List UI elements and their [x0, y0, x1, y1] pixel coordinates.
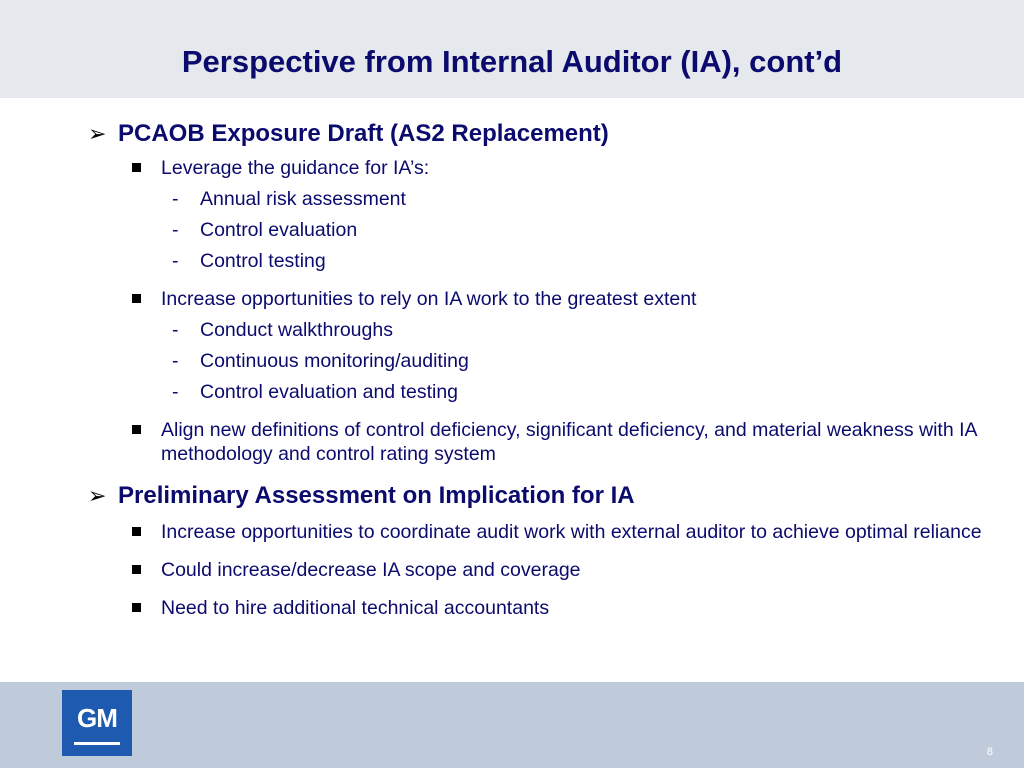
slide-content: [88, 118, 988, 620]
section-heading-text: Preliminary Assessment on Implication for IA: [118, 482, 635, 509]
sub-item: [172, 249, 988, 280]
bullet-text: Increase opportunities to rely on IA work to the greatest extent: [161, 288, 697, 310]
sub-item-text: Control evaluation: [200, 219, 358, 241]
bullet-item: [161, 596, 988, 620]
sub-item-text: Continuous monitoring/auditing: [200, 350, 469, 372]
bullet-item: [161, 558, 988, 582]
dash-bullet-icon: -: [172, 250, 179, 272]
sub-item: [172, 380, 988, 411]
dash-bullet-icon: -: [172, 381, 179, 403]
sub-item: [172, 349, 988, 380]
sub-item-text: Conduct walkthroughs: [200, 319, 393, 341]
footer-band: [0, 682, 1024, 768]
section-heading-text: PCAOB Exposure Draft (AS2 Replacement): [118, 120, 609, 147]
sub-item: [172, 187, 988, 218]
square-bullet-icon: [132, 603, 141, 612]
sub-item-text: Annual risk assessment: [200, 188, 406, 210]
slide-title: Perspective from Internal Auditor (IA), cont’d: [181, 44, 843, 79]
section-heading: [88, 118, 988, 150]
bullet-text: Could increase/decrease IA scope and coverage: [161, 559, 581, 581]
section-heading: [88, 480, 988, 512]
bullet-item: [161, 156, 988, 180]
bullet-item: [161, 418, 988, 466]
logo-text: GM: [77, 703, 117, 733]
square-bullet-icon: [132, 527, 141, 536]
page-number: 8: [986, 746, 993, 758]
sub-item: [172, 218, 988, 249]
square-bullet-icon: [132, 425, 141, 434]
square-bullet-icon: [132, 294, 141, 303]
bullet-item: [161, 287, 988, 311]
square-bullet-icon: [132, 565, 141, 574]
bullet-text: Increase opportunities to coordinate audit work with external auditor to achieve optimal reliance: [161, 521, 982, 543]
dash-bullet-icon: -: [172, 319, 179, 341]
sub-item: [172, 318, 988, 349]
arrow-bullet-icon: ➢: [88, 121, 107, 146]
dash-bullet-icon: -: [172, 350, 179, 372]
bullet-text: Leverage the guidance for IA’s:: [161, 157, 430, 179]
sub-item-text: Control testing: [200, 250, 326, 272]
dash-bullet-icon: -: [172, 188, 179, 210]
gm-logo: [62, 690, 132, 756]
square-bullet-icon: [132, 163, 141, 172]
bullet-text: Align new definitions of control deficiency, significant deficiency, and material weakness with IA methodology and control rating system: [161, 419, 977, 465]
arrow-bullet-icon: ➢: [88, 483, 107, 508]
sub-item-text: Control evaluation and testing: [200, 381, 459, 403]
dash-bullet-icon: -: [172, 219, 179, 241]
bullet-item: [161, 520, 988, 544]
bullet-text: Need to hire additional technical accountants: [161, 597, 550, 619]
